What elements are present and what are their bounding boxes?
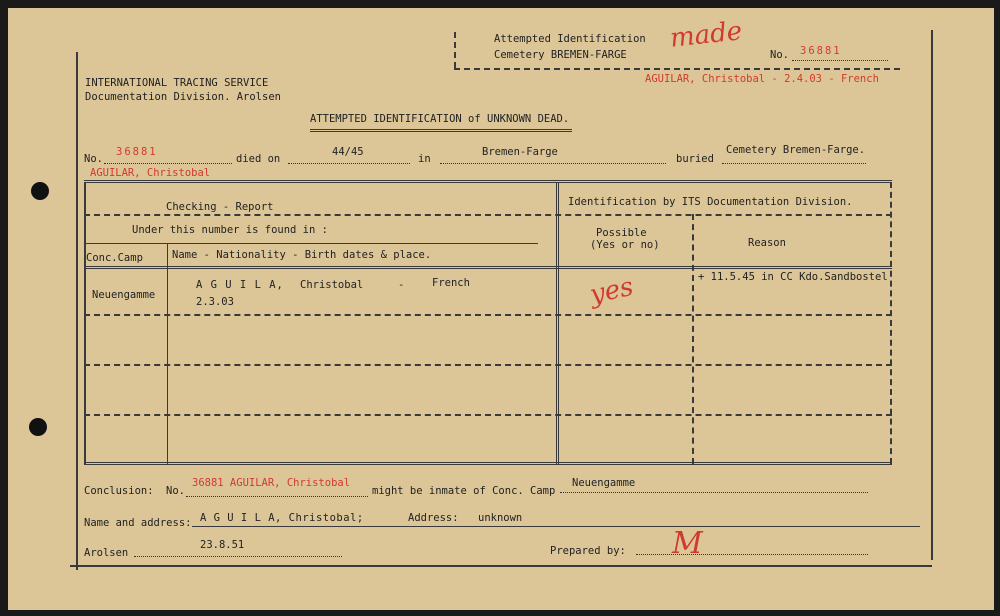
table-top-border (84, 180, 892, 183)
address-underline (192, 526, 920, 527)
prepared-dots (636, 554, 868, 555)
org-name: INTERNATIONAL TRACING SERVICE (85, 77, 269, 89)
in-value: Bremen-Farge (482, 146, 558, 158)
top-no-dots (792, 60, 888, 61)
row-reason: + 11.5.45 in CC Kdo.Sandbostel (698, 271, 888, 283)
table-left-border (84, 182, 86, 464)
prepared-signature: M (672, 526, 703, 561)
row-camp: Neuengamme (92, 289, 156, 301)
reason-header: Reason (748, 237, 786, 249)
under-number-text: Under this number is found in : (132, 224, 328, 236)
document-title: ATTEMPTED IDENTIFICATION of UNKNOWN DEAD. (310, 113, 570, 125)
conclusion-dots (186, 496, 368, 497)
row-firstname: Christobal (300, 279, 364, 291)
top-no-label: No. (770, 49, 789, 61)
address-value: unknown (478, 512, 523, 524)
conclusion-label: Conclusion: (84, 485, 154, 497)
box-left-border (454, 32, 456, 68)
footer-date: 23.8.51 (200, 539, 245, 551)
row-nationality: French (432, 277, 470, 289)
col-name-header: Name - Nationality - Birth dates & place. (172, 249, 432, 261)
conclusion-no-label: No. (166, 485, 185, 497)
col-camp-header: Conc.Camp (86, 252, 143, 264)
table-mid-divider (556, 182, 559, 464)
prepared-label: Prepared by: (550, 545, 626, 557)
stamp-line2: Cemetery BREMEN-FARGE (494, 49, 627, 61)
in-dots (440, 163, 666, 164)
table-bottom-border (84, 462, 892, 465)
died-label: died on (236, 153, 281, 165)
stamp-line1: Attempted Identification (494, 33, 646, 45)
record-no-dots (104, 163, 232, 164)
punch-hole (31, 182, 49, 200)
division-name: Documentation Division. Arolsen (85, 91, 281, 103)
address-label: Name and address: (84, 517, 192, 529)
row-divider (84, 314, 892, 316)
made-annotation: made (668, 16, 744, 54)
conclusion-value: 36881 AGUILAR, Christobal (192, 477, 351, 489)
in-label: in (418, 153, 431, 165)
top-no-value: 36881 (800, 45, 842, 57)
conclusion-camp-dots (560, 492, 868, 493)
record-no-label: No. (84, 153, 103, 165)
buried-value: Cemetery Bremen-Farge. (726, 144, 866, 156)
footer-place: Arolsen (84, 547, 129, 559)
checking-header: Checking - Report (166, 201, 274, 213)
address-field-label: Address: (408, 512, 459, 524)
reason-divider (692, 214, 694, 464)
died-value: 44/45 (332, 146, 364, 158)
buried-dots (722, 163, 866, 164)
row-birthdate: 2.3.03 (196, 296, 234, 308)
died-dots (288, 163, 410, 164)
identification-header: Identification by ITS Documentation Division. (568, 196, 853, 208)
bottom-rule (70, 565, 932, 567)
conclusion-text: might be inmate of Conc. Camp (372, 485, 556, 497)
row-divider (84, 414, 892, 416)
record-no-value: 36881 (116, 146, 158, 158)
col-header-line (84, 266, 892, 269)
table-right-border (890, 182, 892, 464)
left-margin-line (76, 52, 78, 570)
punch-hole (29, 418, 47, 436)
row-dash: - (398, 279, 405, 291)
table-header-line (84, 214, 892, 216)
possible-subheader: (Yes or no) (590, 239, 660, 251)
address-name: A G U I L A, Christobal; (200, 512, 364, 524)
conclusion-camp: Neuengamme (572, 477, 636, 489)
right-margin-line (931, 30, 933, 560)
person-header: AGUILAR, Christobal - 2.4.03 - French (645, 73, 879, 85)
index-card (8, 8, 994, 610)
title-underline (310, 129, 572, 132)
row-divider (84, 364, 892, 366)
under-number-line (84, 243, 538, 244)
camp-divider (167, 244, 168, 464)
box-bottom-border (454, 68, 900, 70)
row-possible-handwritten: yes (587, 271, 637, 311)
possible-header: Possible (596, 227, 647, 239)
footer-date-dots (134, 556, 342, 557)
row-surname: A G U I L A, (196, 279, 284, 291)
buried-label: buried (676, 153, 714, 165)
record-name: AGUILAR, Christobal (90, 167, 211, 179)
